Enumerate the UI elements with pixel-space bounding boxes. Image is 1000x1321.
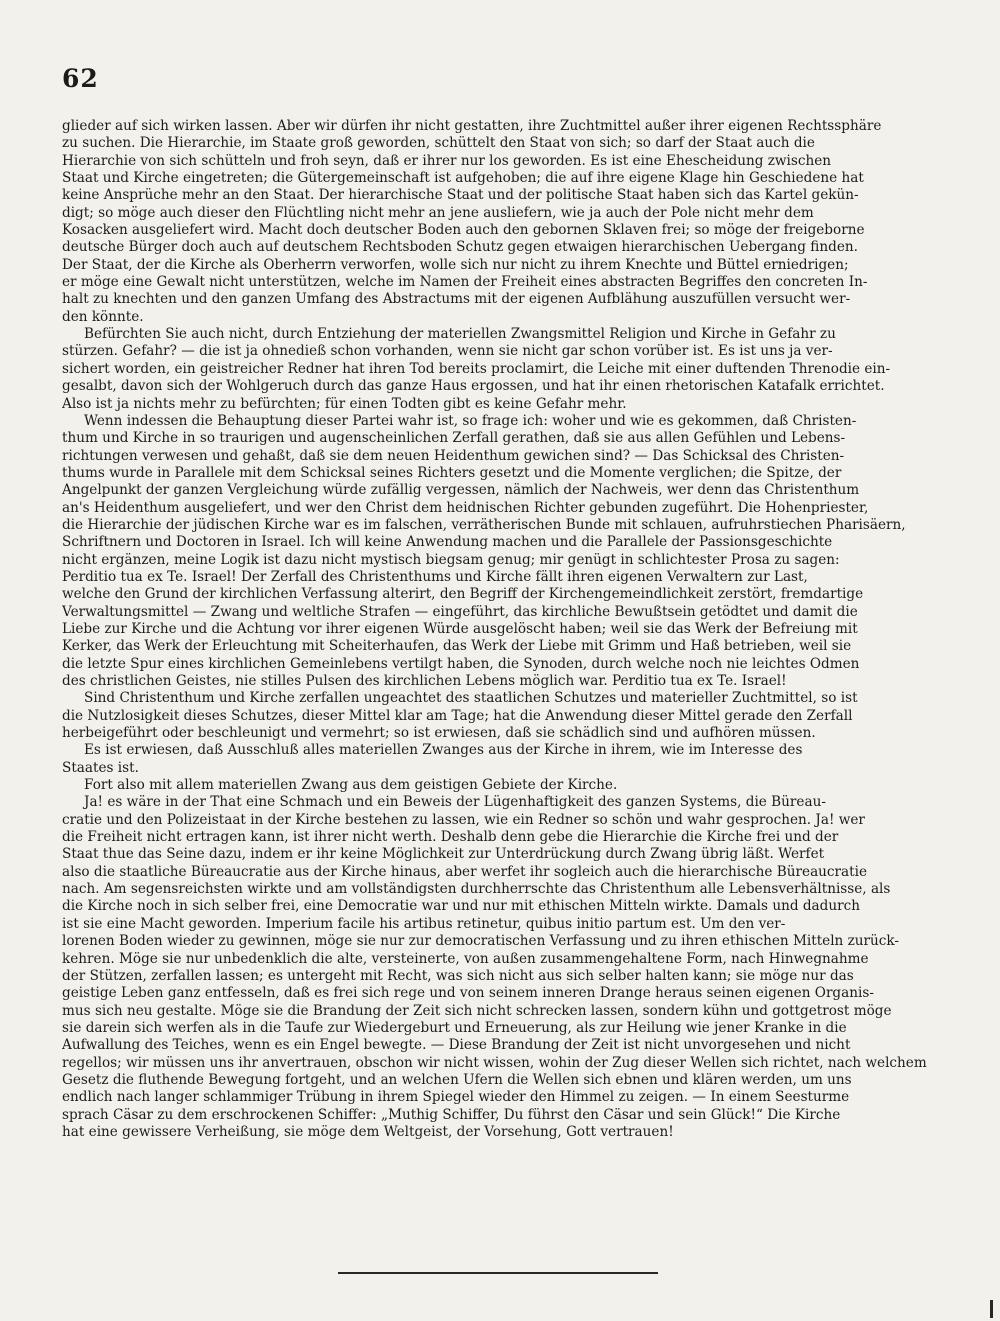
text-line: richtungen verwesen und gehaßt, daß sie dem neuen Heidenthum gewichen sind? — Das Schicksal des Christen- bbox=[62, 447, 845, 464]
text-line: Fort also mit allem materiellen Zwang aus dem geistigen Gebiete der Kirche. bbox=[84, 777, 618, 794]
text-line: nach. Am segensreichsten wirkte und am vollständigsten durchherrschte das Christenthum alle Lebensverhältnisse, als bbox=[62, 881, 891, 898]
text-line: die Nutzlosigkeit dieses Schutzes, dieser Mittel klar am Tage; hat die Anwendung dieser Mittel gerade den Zerfall bbox=[62, 707, 853, 724]
text-line: Der Staat, der die Kirche als Oberherrn verworfen, wolle sich nur nicht zu ihrem Knechte und Büttel erniedrigen; bbox=[62, 256, 849, 273]
text-line: welche den Grund der kirchlichen Verfassung alterirt, den Begriff der Kirchengemeindlichkeit zerstört, fremdartige bbox=[62, 586, 864, 603]
text-line: er möge eine Gewalt nicht unterstützen, welche im Namen der Freiheit eines abstracten Begriffes den concreten In- bbox=[62, 274, 868, 291]
text-line: kehren. Möge sie nur unbedenklich die alte, versteinerte, von außen zusammengehaltene Form, nach Hinwegnahme bbox=[62, 950, 869, 967]
text-line: nicht ergänzen, meine Logik ist dazu nicht mystisch biegsam genug; mir genügt in schlichtester Prosa zu sagen: bbox=[62, 551, 840, 568]
text-line: Staat und Kirche eingetreten; die Gütergemeinschaft ist aufgehoben; die auf ihre eigene Klage hin Geschiedene hat bbox=[62, 170, 864, 187]
text-line: thum und Kirche in so traurigen und augenscheinlichen Zerfall gerathen, daß sie aus allen Gefühlen und Lebens- bbox=[62, 430, 846, 447]
text-line: Staates ist. bbox=[62, 759, 139, 776]
text-line: geistige Leben ganz entfesseln, daß es frei sich rege und von seinem inneren Drange heraus seinen eigenen Organis- bbox=[62, 985, 874, 1002]
text-line: Staat thue das Seine dazu, indem er ihr keine Möglichkeit zur Unterdrückung durch Zwang übrig läßt. Werfet bbox=[62, 846, 825, 863]
text-line: stürzen. Gefahr? — die ist ja ohnedieß schon vorhanden, wenn sie nicht gar schon vorüber ist. Es ist uns ja ver- bbox=[62, 343, 833, 360]
text-line: Ja! es wäre in der That eine Schmach und ein Beweis der Lügenhaftigkeit des ganzen Systems, die Büreau- bbox=[84, 794, 826, 811]
text-line: Sind Christenthum und Kirche zerfallen ungeachtet des staatlichen Schutzes und materieller Zuchtmittel, so ist bbox=[84, 690, 858, 707]
text-line: glieder auf sich wirken lassen. Aber wir dürfen ihr nicht gestatten, ihre Zuchtmittel außer ihrer eigenen Rechtssphäre bbox=[62, 118, 882, 134]
text-line: die letzte Spur eines kirchlichen Gemeinlebens vertilgt haben, die Synoden, durch welche noch nie leichtes Odmen bbox=[62, 655, 860, 672]
text-line: halt zu knechten und den ganzen Umfang des Abstractums mit der eigenen Aufblähung auszufüllen versucht wer- bbox=[62, 291, 851, 308]
text-line: zu suchen. Die Hierarchie, im Staate groß geworden, schüttelt den Staat von sich; so darf der Staat auch die bbox=[62, 135, 815, 152]
text-line: den könnte. bbox=[62, 308, 144, 325]
page-number: 62 bbox=[62, 64, 99, 93]
text-line: regellos; wir müssen uns ihr anvertrauen, obschon wir nicht wissen, wohin der Zug dieser Wellen sich richtet, nach welchem bbox=[62, 1054, 927, 1071]
footer-rule bbox=[338, 1272, 658, 1274]
text-line: der Stützen, zerfallen lassen; es untergeht mit Recht, was sich nicht aus sich selber halten kann; sie möge nur das bbox=[62, 967, 854, 984]
text-line: cratie und den Polizeistaat in der Kirche bestehen zu lassen, wie ein Redner so schön und wahr gesprochen. Ja! wer bbox=[62, 811, 865, 828]
text-line: die Kirche noch in sich selber frei, eine Democratie war und nur mit ethischen Mitteln wirkte. Damals und dadurch bbox=[62, 898, 860, 915]
text-line: die Hierarchie der jüdischen Kirche war es im falschen, verrätherischen Bunde mit schlauen, aufruhrstiechen Pharisäern, bbox=[62, 516, 906, 533]
text-line: sprach Cäsar zu dem erschrockenen Schiffer: „Muthig Schiffer, Du führst den Cäsar und sein Glück!“ Die Kirche bbox=[62, 1106, 841, 1123]
text-line: Liebe zur Kirche und die Achtung vor ihrer eigenen Würde ausgelöscht haben; weil sie das Werk der Befreiung mit bbox=[62, 620, 858, 637]
text-line: Verwaltungsmittel — Zwang und weltliche Strafen — eingeführt, das kirchliche Bewußtsein getödtet und damit die bbox=[62, 603, 858, 620]
text-line: keine Ansprüche mehr an den Staat. Der hierarchische Staat und der politische Staat haben sich das Kartel gekün- bbox=[62, 187, 859, 204]
text-line: gesalbt, davon sich der Wohlgeruch durch das ganze Haus ergossen, und hat ihr einen rhetorischen Katafalk errichtet. bbox=[62, 378, 885, 395]
text-line: Kerker, das Werk der Erleuchtung mit Scheiterhaufen, das Werk der Liebe mit Grimm und Haß betrieben, weil sie bbox=[62, 638, 852, 655]
text-line: lorenen Boden wieder zu gewinnen, möge sie nur zur democratischen Verfassung und zu ihren ethischen Mitteln zurück- bbox=[62, 933, 900, 950]
text-line: an's Heidenthum ausgeliefert, und wer den Christ dem heidnischen Richter gebunden zugeführt. Die Hohenpriester, bbox=[62, 499, 869, 516]
text-line: Kosacken ausgeliefert wird. Macht doch deutscher Boden auch den gebornen Sklaven frei; so möge der freigeborne bbox=[62, 222, 865, 239]
text-line: Gesetz die fluthende Bewegung fortgeht, und an welchen Ufern die Wellen sich ebnen und klären werden, um uns bbox=[62, 1071, 852, 1088]
text-line: Befürchten Sie auch nicht, durch Entziehung der materiellen Zwangsmittel Religion und Kirche in Gefahr zu bbox=[84, 326, 836, 343]
text-line: Also ist ja nichts mehr zu befürchten; für einen Todten gibt es keine Gefahr mehr. bbox=[62, 395, 627, 412]
text-line: digt; so möge auch dieser den Flüchtling nicht mehr an jene ausliefern, wie ja auch der Pole nicht mehr dem bbox=[62, 204, 814, 221]
text-line: sichert worden, ein geistreicher Redner hat ihren Tod bereits proclamirt, die Leiche mit einer duftenden Threnodie ein- bbox=[62, 360, 891, 377]
margin-mark bbox=[990, 1300, 993, 1318]
text-line: Angelpunkt der ganzen Vergleichung würde zufällig vergessen, nämlich der Nachweis, wer denn das Christenthum bbox=[62, 482, 860, 499]
text-line: die Freiheit nicht ertragen kann, ist ihrer nicht werth. Deshalb denn gebe die Hierarchie die Kirche frei und der bbox=[62, 829, 839, 846]
text-line: Hierarchie von sich schütteln und froh seyn, daß er ihrer nur los geworden. Es ist eine Ehescheidung zwischen bbox=[62, 152, 832, 169]
text-line: deutsche Bürger doch auch auf deutschem Rechtsboden Schutz gegen etwaigen hierarchischen Uebergang finden. bbox=[62, 239, 858, 256]
body-text bbox=[62, 118, 956, 1141]
text-line: Es ist erwiesen, daß Ausschluß alles materiellen Zwanges aus der Kirche in ihrem, wie im Interesse des bbox=[84, 742, 803, 759]
text-line: Perditio tua ex Te. Israel! Der Zerfall des Christenthums und Kirche fällt ihren eigenen Verwaltern zur Last, bbox=[62, 568, 808, 585]
text-line: thums wurde in Parallele mit dem Schicksal seines Richters gesetzt und die Momente verglichen; die Spitze, der bbox=[62, 464, 842, 481]
text-line: herbeigeführt oder beschleunigt und vermehrt; so ist erwiesen, daß sie schädlich sind und aufhören müssen. bbox=[62, 725, 816, 742]
text-line: Aufwallung des Teiches, wenn es ein Engel bewegte. — Diese Brandung der Zeit ist nicht unvorgesehen und nicht bbox=[62, 1037, 851, 1054]
text-line: mus sich neu gestalte. Möge sie die Brandung der Zeit sich nicht schrecken lassen, sondern kühn und gottgetrost möge bbox=[62, 1002, 892, 1019]
text-line: endlich nach langer schlammiger Trübung in ihrem Spiegel wieder den Himmel zu zeigen. — In einem Seesturme bbox=[62, 1089, 850, 1106]
text-line: sie darein sich werfen als in die Taufe zur Wiedergeburt und Erneuerung, als zur Heilung wie jener Kranke in die bbox=[62, 1019, 847, 1036]
text-line: Schriftnern und Doctoren in Israel. Ich will keine Anwendung machen und die Parallele der Passionsgeschichte bbox=[62, 534, 833, 551]
text-line: hat eine gewissere Verheißung, sie möge dem Weltgeist, der Vorsehung, Gott vertrauen! bbox=[62, 1123, 674, 1140]
text-line: ist sie eine Macht geworden. Imperium facile his artibus retinetur, quibus initio partum est. Um den ver- bbox=[62, 915, 786, 932]
text-line: Wenn indessen die Behauptung dieser Partei wahr ist, so frage ich: woher und wie es gekommen, daß Christen- bbox=[84, 412, 857, 429]
text-line: des christlichen Geistes, nie stilles Pulsen des kirchlichen Lebens möglich war. Perditio tua ex Te. Israel! bbox=[62, 673, 787, 689]
text-line: also die staatliche Büreaucratie aus der Kirche hinaus, aber werfet ihr sogleich auch die hierarchische Büreaucratie bbox=[62, 863, 867, 880]
